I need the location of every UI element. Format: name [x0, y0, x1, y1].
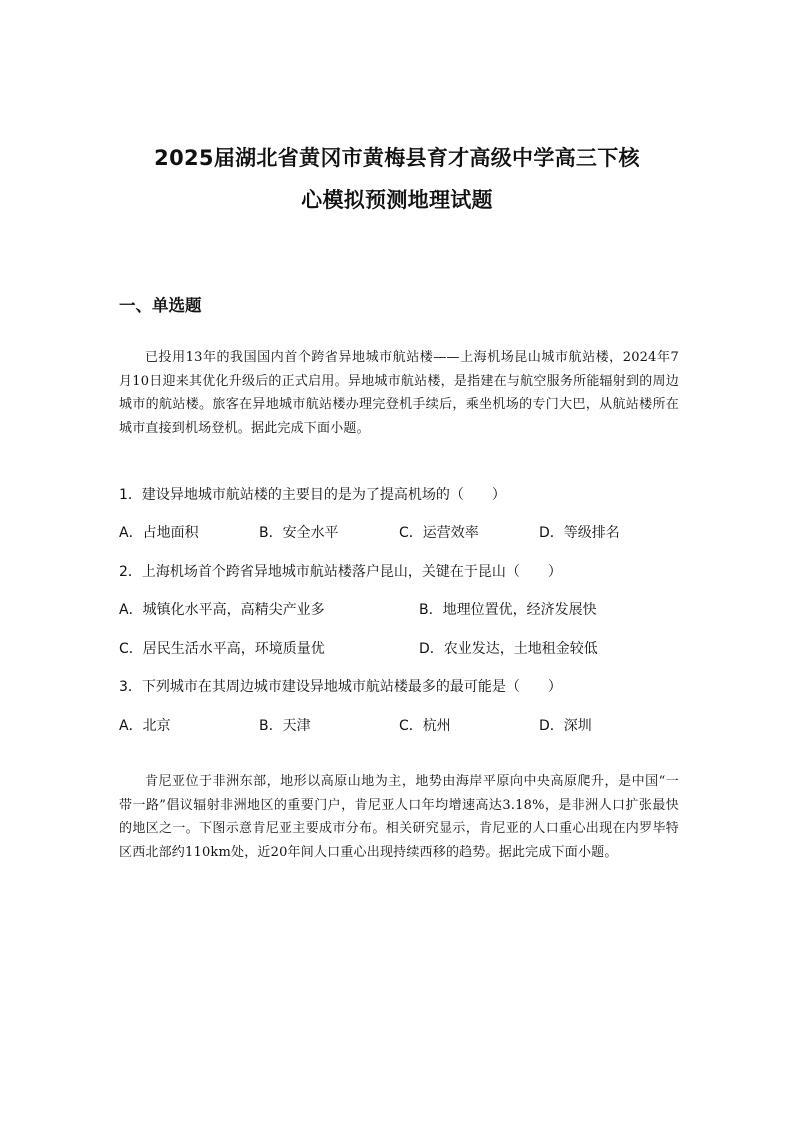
question-2-option-c[interactable]: C．居民生活水平高，环境质量优: [119, 641, 325, 657]
question-3-stem: 3．下列城市在其周边城市建设异地城市航站楼最多的最可能是（ ）: [119, 679, 562, 695]
reading-passage-airport: 已投用13年的我国国内首个跨省异地城市航站楼——上海机场昆山城市航站楼，2024年7月10日迎来其优化升级后的正式启用。异地城市航站楼，是指建在与航空服务所能辐射到的周边城市的航站楼。旅客在异地城市航站楼办理完登机手续后，乘坐机场的专门大巴，从航站楼所在城市直接到机场登机。据此完成下面小题。: [119, 350, 679, 436]
question-3-option-c[interactable]: C．杭州: [399, 718, 451, 734]
question-1-option-c[interactable]: C．运营效率: [399, 525, 479, 541]
question-1-option-a[interactable]: A．占地面积: [119, 525, 199, 541]
reading-passage-kenya: 肯尼亚位于非洲东部，地形以高原山地为主，地势由海岸平原向中央高原爬升，是中国“一带一路”倡议辐射非洲地区的重要门户，肯尼亚人口年均增速高达3.18%，是非洲人口扩张最快的地区之一。下图示意肯尼亚主要成市分布。相关研究显示，肯尼亚的人口重心出现在内罗毕特区西北部约110km处，近20年间人口重心出现持续西移的趋势。据此完成下面小题。: [119, 774, 679, 860]
question-2-option-d[interactable]: D．农业发达，土地租金较低: [419, 641, 598, 657]
question-1-option-b[interactable]: B．安全水平: [259, 525, 339, 541]
question-3-option-b[interactable]: B．天津: [259, 718, 311, 734]
question-2-option-a[interactable]: A．城镇化水平高，高精尖产业多: [119, 602, 325, 618]
section-heading-single-choice: 一、单选题: [119, 296, 202, 315]
question-3-option-a[interactable]: A．北京: [119, 718, 171, 734]
question-1-stem: 1．建设异地城市航站楼的主要目的是为了提高机场的（ ）: [119, 487, 506, 503]
question-2-stem: 2．上海机场首个跨省异地城市航站楼落户昆山，关键在于昆山（ ）: [119, 564, 562, 580]
document-title-line-2: 心模拟预测地理试题: [301, 188, 493, 212]
question-2-option-b[interactable]: B．地理位置优，经济发展快: [419, 602, 597, 618]
document-title-line-1: 2025届湖北省黄冈市黄梅县育才高级中学高三下核: [154, 146, 640, 170]
question-1-option-d[interactable]: D．等级排名: [539, 525, 620, 541]
question-3-option-d[interactable]: D．深圳: [539, 718, 592, 734]
